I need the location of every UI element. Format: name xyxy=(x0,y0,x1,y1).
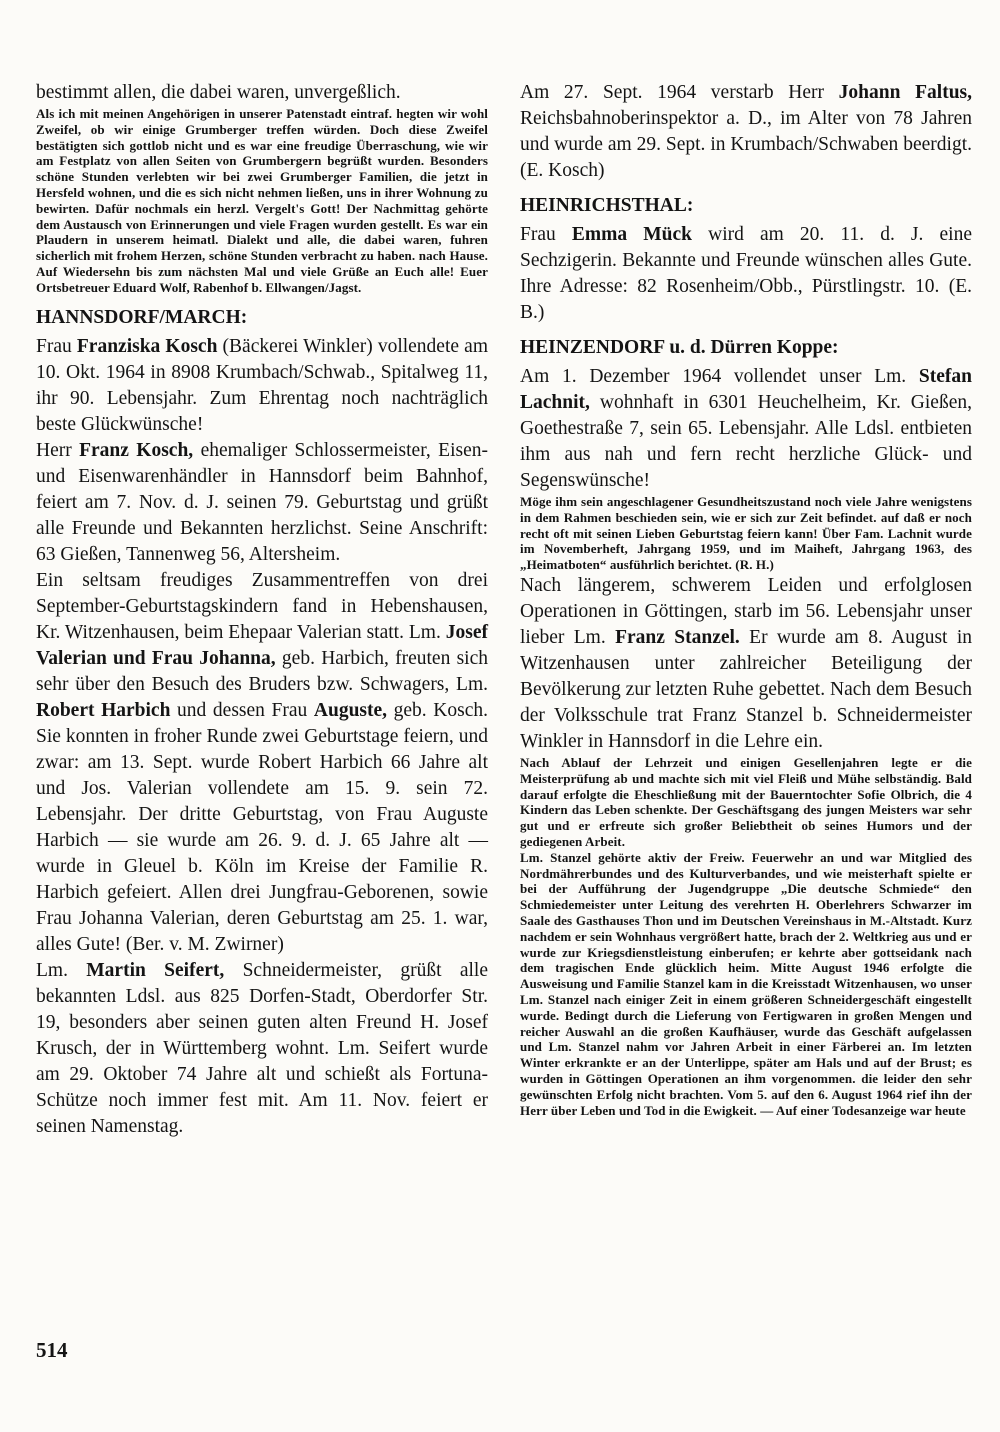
text-segment: Er wurde am 8. August in Witzenhausen unter zahlreicher Beteiligung der Bevölkerung zur letzten Ruhe gebettet. Nach dem Besuch der Volksschule trat Franz Stanzel b. Schneidermeister Winkler in Hannsdorf in die Lehre ein. xyxy=(520,626,972,752)
page-number: 514 xyxy=(36,1338,68,1362)
section-heading xyxy=(520,193,972,219)
text-segment: Stefan Lachnit, xyxy=(520,366,972,413)
paragraph-small xyxy=(36,106,488,296)
text-segment: Reichsbahnoberinspektor a. D., im Alter von 78 Jahren und wurde am 29. Sept. in Krumbach/Schwaben beerdigt. (E. Kosch) xyxy=(520,108,972,181)
text-segment: Emma Mück xyxy=(571,224,692,245)
column-left xyxy=(36,80,488,1140)
text-segment: Möge ihm sein angeschlagener Gesundheitszustand noch viele Jahre wenigstens in dem Rahmen beschieden sein, wie er sich zur Zeit befindet. auf daß er noch recht oft mit seinen Lieben Geburtstag feiern kann! Über Fam. Lachnit wurde im Novemberheft, Jahrgang 1959, und im Maiheft, Jahrgang 1963, des „Heimatboten“ ausführlich berichtet. (R. H.) xyxy=(520,494,972,573)
text-segment: Franz Stanzel. xyxy=(615,626,740,648)
text-segment: bestimmt allen, die dabei waren, unvergeßlich. xyxy=(36,82,401,103)
text-segment: Frau xyxy=(520,224,572,245)
column-right xyxy=(520,80,972,1140)
text-segment: Lm. xyxy=(36,959,87,981)
section-heading xyxy=(36,305,488,331)
paragraph xyxy=(520,364,972,494)
text-segment: Martin Seifert, xyxy=(86,959,225,981)
text-segment: geb. Harbich, freuten sich sehr über den Besuch des Bruders bzw. Schwagers, Lm. xyxy=(36,647,489,695)
text-segment: wird am 20. 11. d. J. eine Sechzigerin. Bekannte und Freunde wünschen alles Gute. Ihre Adresse: 82 Rosenheim/Obb., Pürstlingstr. 10. (E. B.) xyxy=(520,224,972,323)
paragraph xyxy=(520,80,972,184)
text-segment: Nach Ablauf der Lehrzeit und einigen Gesellenjahren legte er die Meisterprüfung ab und machte sich mit viel Fleiß und Mühe selbständig. Bald darauf erfolgte die Eheschließung mit der Bauerntochter Sofie Olbrich, die 4 Kindern das Leben schenkte. Der Geschäftsgang des jungen Meisters war sehr gut und er erfreute sich großer Beliebtheit ob seines Humors und der gediegenen Arbeit. xyxy=(520,754,972,849)
paragraph-small xyxy=(520,494,972,573)
text-segment: Frau xyxy=(36,335,77,357)
text-segment: Am 1. Dezember 1964 vollendet unser Lm. xyxy=(520,366,919,387)
text-segment: Franziska Kosch xyxy=(76,335,218,357)
paragraph xyxy=(36,438,488,568)
text-segment: HEINRICHSTHAL: xyxy=(520,195,694,216)
text-segment: Robert Harbich xyxy=(36,699,171,721)
text-segment: Josef Valerian und Frau Johanna, xyxy=(36,621,488,669)
paragraph xyxy=(36,958,488,1140)
text-segment: geb. Kosch. Sie konnten in froher Runde zwei Geburtstage feiern, und zwar: am 13. Sept. wurde Robert Harbich 66 Jahre alt und Jos. Valerian vollendete am 15. 9. sein 72. Lebensjahr. Der dritte Geburtstag, von Frau Auguste Harbich — sie wurde am 26. 9. d. J. 65 Jahre alt — wurde in Gleuel b. Köln im Kreise der Familie R. Harbich gefeiert. Allen drei Jungfrau-Geborenen, sowie Frau Johanna Valerian, deren Geburtstag am 25. 1. war, alles Gute! (Ber. v. M. Zwirner) xyxy=(36,699,488,955)
section-heading xyxy=(520,335,972,361)
text-segment: Als ich mit meinen Angehörigen in unserer Patenstadt eintraf. hegten wir wohl Zweifel, ob wir einige Grumberger treffen würden. Doch diese Zweifel bestätigten sich gottlob nicht und es war eine freudige Überraschung, wie wir am Festplatz von allen Seiten von Grumbergern begrüßt wurden. Besonders schöne Stunden verlebten wir bei zwei Grumberger Familien, die jetzt in Hersfeld wohnen, und die es sich nicht nehmen ließen, uns in ihrer Wohnung zu bewirten. Dafür nochmals ein herzl. Vergelt's Gott! Der Nachmittag gehörte dem Austausch von Erinnerungen und viele Fragen wurden gestellt. Es war ein Plaudern in unserem heimatl. Dialekt und alle, die dabei waren, fuhren sicherlich mit frohem Herzen, schöne Stunden verbracht zu haben. nach Hause. Auf Wiedersehn bis zum nächsten Mal und viele Grüße an Euch alle! Euer Ortsbetreuer xyxy=(36,106,488,295)
paragraph xyxy=(36,334,488,438)
paragraph xyxy=(36,80,488,106)
text-columns xyxy=(36,80,970,1140)
text-segment: Franz Kosch, xyxy=(79,439,194,461)
paragraph-small xyxy=(520,755,972,850)
paragraph-small xyxy=(520,850,972,1119)
text-segment: Ein seltsam freudiges Zusammentreffen von drei September-Geburtstagskindern fand in Hebenshausen, Kr. Witzenhausen, beim Ehepaar Valerian statt. Lm. xyxy=(36,569,488,643)
paragraph xyxy=(520,573,972,755)
text-segment: und dessen Frau xyxy=(170,699,314,721)
text-segment: Schneidermeister, grüßt alle bekannten Ldsl. aus 825 Dorfen-Stadt, Oberdorfer Str. 19, besonders aber seinen guten alten Freund H. Josef Krusch, der in Württemberg wohnt. Lm. Seifert wurde am 29. Oktober 74 Jahre alt und schießt als Fortuna-Schütze noch immer fest mit. Am 11. Nov. feiert er seinen Namenstag. xyxy=(36,959,488,1137)
text-segment: wohnhaft in 6301 Heuchelheim, Kr. Gießen, Goethestraße 7, sein 65. Lebensjahr. Alle Ldsl. entbieten ihm aus nah und fern recht herzliche Glück- und Segenswünsche! xyxy=(520,392,972,491)
text-segment: (Bäckerei Winkler) vollendete am 10. Okt. 1964 in 8908 Krumbach/Schwab., Spitalweg 11, ihr 90. Lebensjahr. Zum Ehrentag noch nachträglich beste Glückwünsche! xyxy=(36,335,488,435)
text-segment: HANNSDORF/MARCH: xyxy=(36,306,248,328)
paragraph xyxy=(36,568,488,958)
text-segment: Auguste, xyxy=(313,699,388,721)
text-segment: Herr xyxy=(36,439,80,461)
text-segment: Lm. Stanzel gehörte aktiv der Freiw. Feuerwehr an und war Mitglied des Nordmährerbundes und des Kulturverbandes, und wie meisterhaft spielte er bei der Aufführung der Jugendgruppe „Die deutsche Schmiede“ den Schmiedemeister unter Leitung des verehrten H. Oberlehrers Schwarzer im Saale des Gasthauses Thon und im Deutschen Vereinshaus in M.-Altstadt. Kurz nachdem er sein Wohnhaus vergrößert hatte, brach der 2. Weltkrieg aus und er wurde zur Kriegsdienstleistung einberufen; er kehrte aber gottseidank nach dem tragischen Ende glücklich heim. Mitte August 1946 erfolgte die Ausweisung und Familie Stanzel kam in die Kreisstadt Witzenhausen, wo unser Lm. Stanzel nach einiger Zeit in einem größeren Schneidergeschäft eingestellt wurde. Bedingt durch die Lieferung von Fertigwaren in großen Mengen und reicher Auswahl an die großen Kaufhäuser, wurde das Geschäft aufgelassen und Lm. Stanzel nahm vor Jahren Arbeit in einer Färberei an. Im letzten Winter erkrankte er an der Unterlippe, später am Hals und auf der Brust; es wurden in Göttingen Operationen an ihm vorgenommen. die leider den sehr gewünschten Erfolg nicht brachten. Vom 5. auf den 6. August 1964 rief ihn der Herr über Leben und Tod in die Ewigkeit. — Auf einer Todesanzeige war heute xyxy=(520,849,972,1118)
paragraph xyxy=(520,222,972,326)
text-segment: Johann Faltus, xyxy=(838,82,972,103)
text-segment: Nach längerem, schwerem Leiden und erfolglosen Operationen in Göttingen, starb im 56. Lebensjahr unser lieber Lm. xyxy=(520,574,972,648)
text-segment: HEINZENDORF u. d. Dürren Koppe: xyxy=(520,337,839,358)
text-segment: ehemaliger Schlossermeister, Eisen- und Eisenwarenhändler in Hannsdorf beim Bahnhof, feiert am 7. Nov. d. J. seinen 79. Geburtstag und grüßt alle Freunde und Bekannten herzlichst. Seine Anschrift: 63 Gießen, Tannenweg 56, Altersheim. xyxy=(36,439,488,565)
text-segment: Am 27. Sept. 1964 verstarb Herr xyxy=(520,82,839,103)
text-segment: Rabenhof b. Ellwangen/Jagst. xyxy=(189,279,362,295)
text-segment: Eduard Wolf, xyxy=(113,279,190,295)
